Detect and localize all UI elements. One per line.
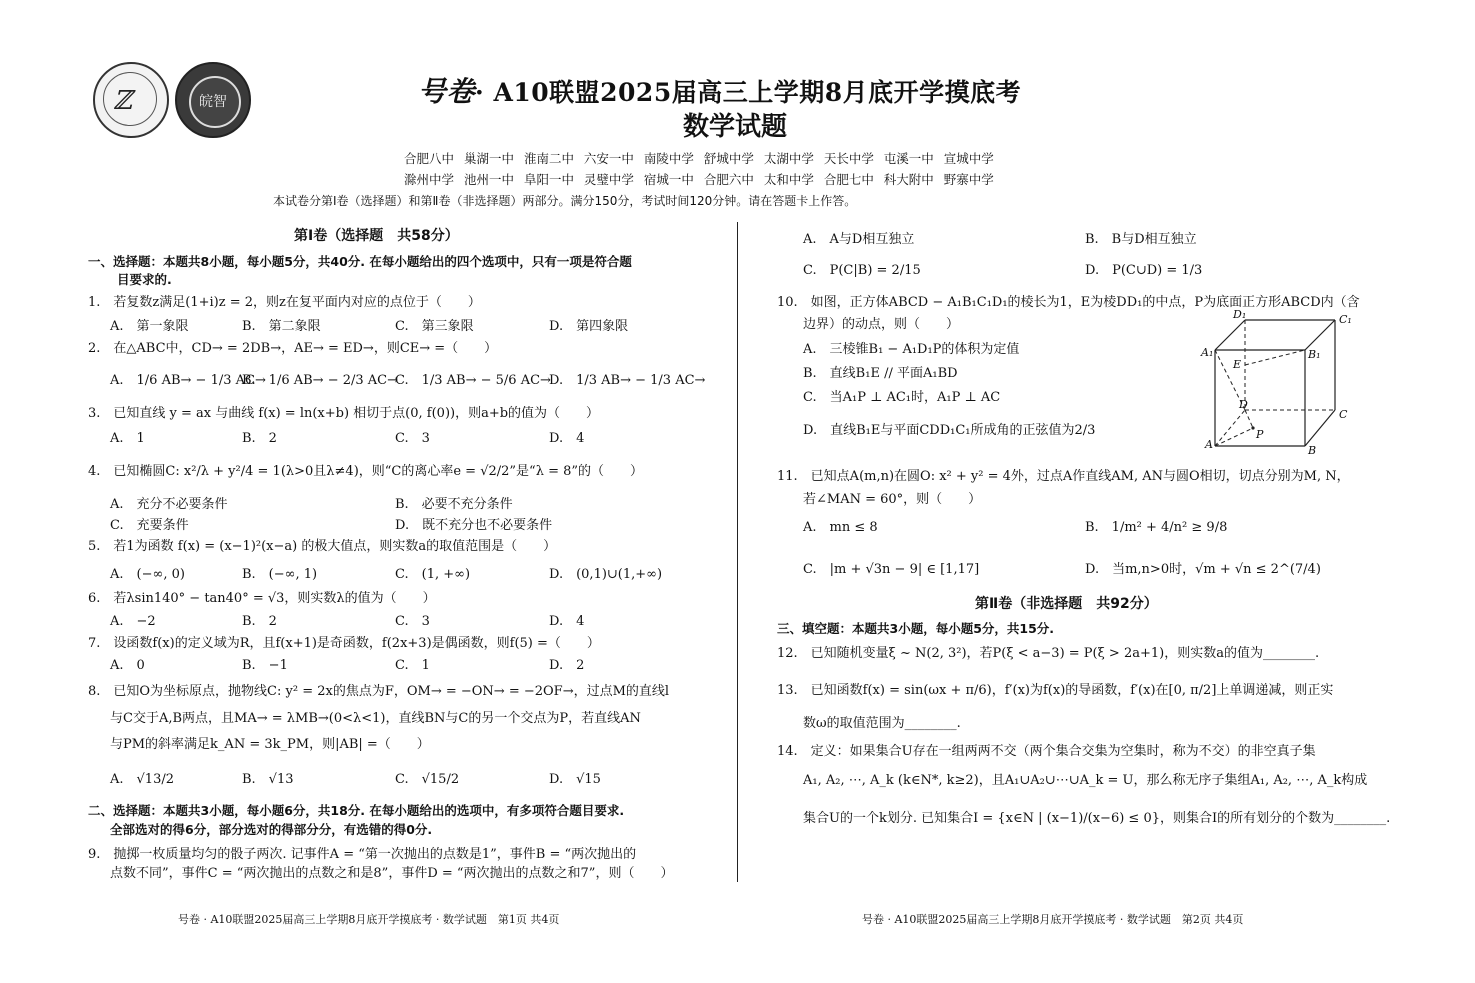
question-4: 4. 已知椭圆C: x²/λ + y²/4 = 1(λ>0且λ≠4)，则“C的离心率e = √2/2”是“λ = 8”的（ ） [88, 464, 644, 479]
q9-option-b: B. B与D相互独立 [1085, 232, 1197, 247]
q6-option-d: D. 4 [549, 614, 585, 629]
q5-option-a: A. (−∞, 0) [110, 567, 185, 582]
q5-option-b: B. (−∞, 1) [242, 567, 318, 582]
label-p: P [1256, 428, 1264, 441]
q6-option-b: B. 2 [242, 614, 277, 629]
section3-instructions: 三、填空题：本题共3小题，每小题5分，共15分. [777, 621, 1055, 636]
exam-title-text: A10联盟2025届高三上学期8月底开学摸底考 [493, 78, 1022, 107]
q2-option-a: A. 1/6 AB→ − 1/3 AC→ [110, 373, 266, 388]
q11-option-c: C. |m + √3n − 9| ∈ [1,17] [803, 562, 980, 577]
label-c1: C₁ [1339, 313, 1352, 326]
label-b1: B₁ [1308, 348, 1321, 361]
q8-option-d: D. √15 [549, 772, 601, 787]
section1-instructions-cont: 目要求的. [117, 272, 172, 287]
section1-instructions: 一、选择题：本题共8小题，每小题5分，共40分. 在每小题给出的四个选项中，只有一项是符合题 [88, 254, 632, 269]
q1-option-b: B. 第二象限 [242, 319, 321, 334]
q3-option-a: A. 1 [110, 431, 145, 446]
q10-option-b: B. 直线B₁E // 平面A₁BD [803, 366, 958, 381]
question-12: 12. 已知随机变量ξ ~ N(2, 3²)，若P(ξ < a−3) = P(ξ > 2a+1)，则实数a的值为________. [777, 646, 1320, 661]
q8-option-a: A. √13/2 [110, 772, 174, 787]
q3-option-c: C. 3 [395, 431, 430, 446]
column-divider [737, 222, 738, 882]
q6-option-c: C. 3 [395, 614, 430, 629]
q2-option-b: B. 1/6 AB→ − 2/3 AC→ [242, 373, 399, 388]
footer-left: 号卷 · A10联盟2025届高三上学期8月底开学摸底考 · 数学试题 第1页 共4页 [178, 913, 560, 926]
question-11-line2: 若∠MAN = 60°，则（ ） [803, 492, 982, 507]
alliance-logo [93, 62, 169, 138]
schools-row-2: 滁州中学 池州一中 阜阳一中 灵璧中学 宿城一中 合肥六中 太和中学 合肥七中 科大附中 野寨中学 [404, 172, 994, 187]
footer-right: 号卷 · A10联盟2025届高三上学期8月底开学摸底考 · 数学试题 第2页 共4页 [862, 913, 1244, 926]
question-9-line2: 点数不同”，事件C = “两次抛出的点数之和是8”，事件D = “两次抛出的点数之和7”，则（ ） [110, 866, 674, 881]
q11-option-d: D. 当m,n>0时，√m + √n ≤ 2^(7/4) [1085, 562, 1321, 577]
point-p [1251, 426, 1254, 429]
q5-option-c: C. (1, +∞) [395, 567, 471, 582]
q4-option-c: C. 充要条件 [110, 518, 189, 533]
q7-option-d: D. 2 [549, 658, 585, 673]
q10-option-d: D. 直线B₁E与平面CDD₁C₁所成角的正弦值为2/3 [803, 423, 1096, 438]
q4-option-b: B. 必要不充分条件 [395, 497, 513, 512]
q1-option-a: A. 第一象限 [110, 319, 189, 334]
question-11-line1: 11. 已知点A(m,n)在圆O: x² + y² = 4外，过点A作直线AM, AN与圆O相切，切点分别为M, N， [777, 469, 1350, 484]
question-7: 7. 设函数f(x)的定义域为R，且f(x+1)是奇函数，f(2x+3)是偶函数，则f(5) =（ ） [88, 636, 600, 651]
exam-notice: 本试卷分第Ⅰ卷（选择题）和第Ⅱ卷（非选择题）两部分。满分150分，考试时间120分钟。请在答题卡上作答。 [273, 194, 857, 208]
label-d1: D₁ [1233, 308, 1247, 321]
q4-option-a: A. 充分不必要条件 [110, 497, 228, 512]
exam-title: 号卷· A10联盟2025届高三上学期8月底开学摸底考 [418, 75, 1022, 108]
cube-diagram [1201, 308, 1373, 458]
q8-option-c: C. √15/2 [395, 772, 460, 787]
question-5: 5. 若1为函数 f(x) = (x−1)²(x−a) 的极大值点，则实数a的取值范围是（ ） [88, 539, 557, 554]
question-14-line3: 集合U的一个k划分. 已知集合I = {x∈N | (x−1)/(x−6) ≤ 0}，则集合I的所有划分的个数为________. [803, 811, 1391, 826]
q1-option-c: C. 第三象限 [395, 319, 474, 334]
question-14-line1: 14. 定义：如果集合U存在一组两两不交（两个集合交集为空集时，称为不交）的非空真子集 [777, 744, 1316, 759]
label-a1: A₁ [1201, 346, 1214, 359]
education-logo [175, 62, 251, 138]
schools-row-1: 合肥八中 巢湖一中 淮南二中 六安一中 南陵中学 舒城中学 太湖中学 天长中学 屯溪一中 宣城中学 [404, 151, 994, 166]
part2-title: 第Ⅱ卷（非选择题 共92分） [975, 596, 1158, 612]
question-1: 1. 若复数z满足(1+i)z = 2，则z在复平面内对应的点位于（ ） [88, 295, 481, 310]
question-8-line2: 与C交于A,B两点，且MA→ = λMB→(0<λ<1)，直线BN与C的另一个交点为P，若直线AN [110, 711, 641, 726]
q6-option-a: A. −2 [110, 614, 156, 629]
question-8-line3: 与PM的斜率满足k_AN = 3k_PM，则|AB| =（ ） [110, 737, 430, 752]
q10-option-c: C. 当A₁P ⊥ AC₁时，A₁P ⊥ AC [803, 390, 1001, 405]
question-13-line1: 13. 已知函数f(x) = sin(ωx + π/6)，f′(x)为f(x)的导函数，f′(x)在[0, π/2]上单调递减，则正实 [777, 683, 1334, 698]
label-b: B [1308, 444, 1317, 457]
q7-option-a: A. 0 [110, 658, 145, 673]
label-a: A [1205, 438, 1213, 451]
question-14-line2: A₁, A₂, ⋯, A_k (k∈N*, k≥2)，且A₁∪A₂∪⋯∪A_k = U，那么称无序子集组A₁, A₂, ⋯, A_k构成 [803, 773, 1368, 788]
label-c: C [1339, 408, 1348, 421]
q9-option-d: D. P(C∪D) = 1/3 [1085, 263, 1203, 278]
q7-option-b: B. −1 [242, 658, 288, 673]
q11-option-a: A. mn ≤ 8 [803, 520, 878, 535]
q11-option-b: B. 1/m² + 4/n² ≥ 9/8 [1085, 520, 1228, 535]
q4-option-d: D. 既不充分也不必要条件 [395, 518, 553, 533]
section2-instructions-cont: 全部选对的得6分，部分选对的得部分分，有选错的得0分. [110, 822, 433, 837]
question-10-line1: 10. 如图，正方体ABCD − A₁B₁C₁D₁的棱长为1，E为棱DD₁的中点，P为底面正方形ABCD内（含 [777, 295, 1360, 310]
subject-title: 数学试题 [683, 112, 788, 142]
question-13-line2: 数ω的取值范围为________. [803, 716, 961, 731]
section2-instructions: 二、选择题：本题共3小题，每小题6分，共18分. 在每小题给出的选项中，有多项符合题目要求. [88, 803, 625, 818]
part1-title: 第Ⅰ卷（选择题 共58分） [294, 228, 459, 244]
label-e: E [1233, 358, 1242, 371]
logo-mark: ℤ [113, 86, 132, 116]
q2-option-c: C. 1/3 AB→ − 5/6 AC→ [395, 373, 551, 388]
q3-option-d: D. 4 [549, 431, 585, 446]
q5-option-d: D. (0,1)∪(1,+∞) [549, 567, 663, 582]
q8-option-b: B. √13 [242, 772, 294, 787]
q9-option-a: A. A与D相互独立 [803, 232, 915, 247]
question-8-line1: 8. 已知O为坐标原点，抛物线C: y² = 2x的焦点为F，OM→ = −ON→ = −2OF→，过点M的直线l [88, 684, 670, 699]
q1-option-d: D. 第四象限 [549, 319, 629, 334]
question-10-line2: 边界）的动点，则（ ） [803, 317, 960, 332]
q2-option-d: D. 1/3 AB→ − 1/3 AC→ [549, 373, 706, 388]
question-2: 2. 在△ABC中，CD→ = 2DB→，AE→ = ED→，则CE→ =（ ） [88, 341, 498, 356]
question-3: 3. 已知直线 y = ax 与曲线 f(x) = ln(x+b) 相切于点(0, f(0))，则a+b的值为（ ） [88, 406, 600, 421]
label-d: D [1239, 398, 1248, 411]
q7-option-c: C. 1 [395, 658, 430, 673]
question-9-line1: 9. 抛掷一枚质量均匀的骰子两次. 记事件A = “第一次抛出的点数是1”，事件B = “两次抛出的 [88, 847, 637, 862]
question-6: 6. 若λsin140° − tan40° = √3，则实数λ的值为（ ） [88, 591, 436, 606]
q3-option-b: B. 2 [242, 431, 277, 446]
brand-mark: 号卷 [418, 75, 476, 108]
logo-text: 皖智 [199, 94, 227, 110]
q10-option-a: A. 三棱锥B₁ − A₁D₁P的体积为定值 [803, 342, 1020, 357]
q9-option-c: C. P(C|B) = 2/15 [803, 263, 921, 278]
